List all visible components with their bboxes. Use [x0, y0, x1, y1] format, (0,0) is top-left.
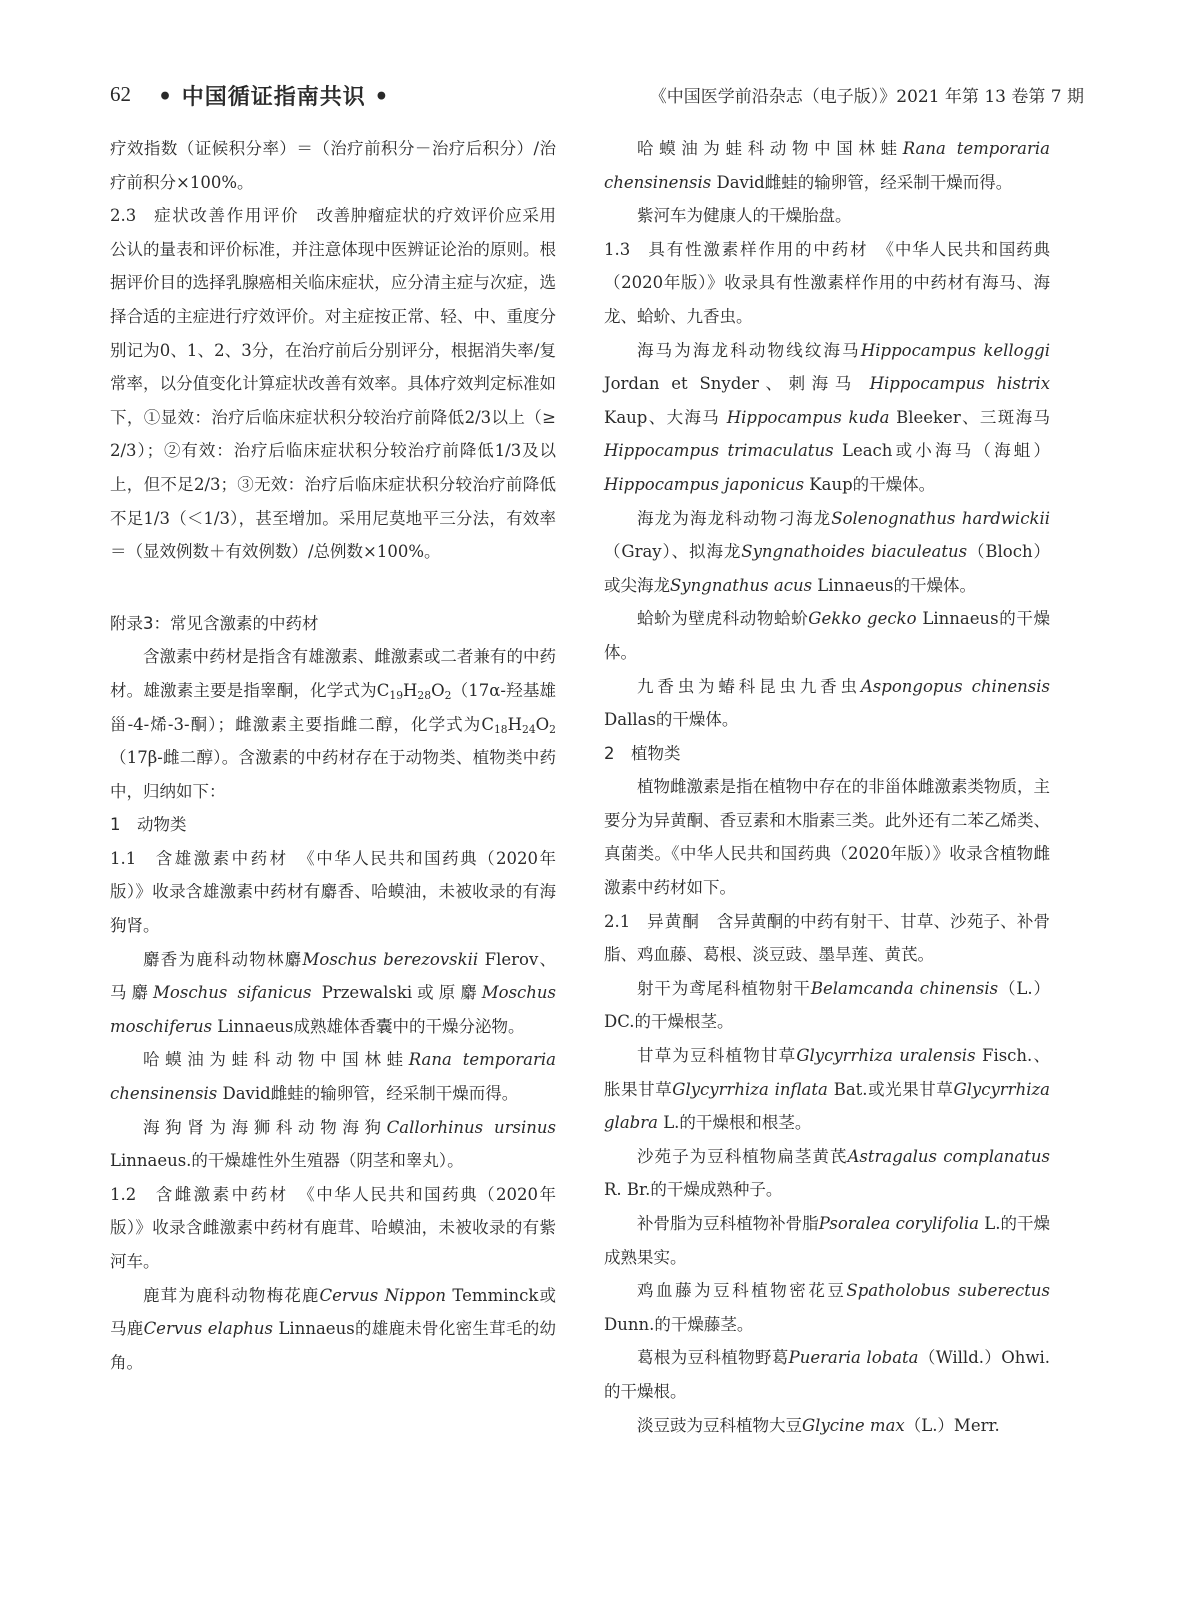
appendix-intro: 含激素中药材是指含有雄激素、雌激素或二者兼有的中药材。雄激素主要是指睾酮，化学式为$C_{19}H_{28}O_2(17\alpha-$羟基雄甾-4-烯-3-酮）；雌激素主要指雌二醇，化学式为$C_{18}H_{24}O_2(17\beta-$雌二醇）。含激素的中药材存在于动物类、植物类中药中，归纳如下： — [110, 647, 556, 801]
section-1-3: 1.3 具有性激素样作用的中药材 《中华人民共和国药典（2020年版）》收录具有性激素样作用的中药材有海马、海龙、蛤蚧、九香虫。 — [604, 239, 1051, 326]
page-number: 62 — [110, 82, 131, 106]
right-column — [604, 132, 1050, 1442]
entry-hama-oil: 哈蟆油为蛙科动物中国林蛙Rana temporaria chensinensis David雌蛙的输卵管，经采制干燥而得。 — [110, 1050, 556, 1104]
entry-pipefish: 海龙为海龙科动物刁海龙Solenognathus hardwickii（Gray）、拟海龙Syngnathoides biaculeatus（Bloch）或尖海龙Syngnathus acus Linnaeus的干燥体。 — [604, 508, 1051, 595]
journal-citation: 《中国医学前沿杂志（电子版）》2021 年第 13 卷第 7 期 — [649, 87, 1084, 107]
entry-musk: 麝香为鹿科动物林麝Moschus berezovskii Flerov、马麝Moschus sifanicus Przewalski或原麝Moschus moschiferus Linnaeus成熟雄体香囊中的干燥分泌物。 — [110, 949, 556, 1036]
section-gap — [110, 569, 556, 607]
appendix-3-title: 附录3：常见含激素的中药材 — [110, 613, 319, 633]
entry-astragalus-seed: 沙苑子为豆科植物扁茎黄芪Astragalus complanatus R. Br.的干燥成熟种子。 — [604, 1146, 1050, 1200]
section-1-1: 1.1 含雄激素中药材 《中华人民共和国药典（2020年版）》收录含雄激素中药材有麝香、哈蟆油，未被收录的有海狗肾。 — [110, 848, 557, 936]
entry-hama-oil-2: 哈蟆油为蛙科动物中国林蛙Rana temporaria chensinensis David雌蛙的输卵管，经采制干燥而得。 — [604, 139, 1050, 192]
running-title: • 中国循证指南共识 • — [158, 84, 390, 110]
section-2-3: 2.3 症状改善作用评价 改善肿瘤症状的疗效评价应采用公认的量表和评价标准，并注意体现中医辨证论治的原则。根据评价目的选择乳腺癌相关临床症状，应分清主症与次症，选择合适的主症进行疗效评价。对主症按正常、轻、中、重度分别记为0、1、2、3分，在治疗前后分别评分，根据消失率/复常率，以分值变化计算症状改善有效率。具体疗效判定标准如下，①显效：治疗后临床症状积分较治疗前降低2/3以上（≥ 2/3）；②有效：治疗后临床症状积分较治疗前降低1/3及以上，但不足2/3；③无效：治疗后临床症状积分较治疗前降低不足1/3（＜1/3），甚至增加。采用尼莫地平三分法，有效率＝（显效例数＋有效例数）/总例数×100%。 — [110, 206, 556, 562]
entry-stinkbug: 九香虫为蝽科昆虫九香虫Aspongopus chinensis Dallas的干燥体。 — [604, 676, 1051, 730]
plant-estrogen-intro: 植物雌激素是指在植物中存在的非甾体雌激素类物质，主要分为异黄酮、香豆素和木脂素三类。此外还有二苯乙烯类、真菌类。《中华人民共和国药典（2020年版）》收录含植物雌激素中药材如下。 — [604, 777, 1050, 898]
efficacy-index-formula: 疗效指数（证候积分率）＝（治疗前积分－治疗后积分）/治疗前积分×100%。 — [110, 139, 556, 192]
entry-belamcanda: 射干为鸢尾科植物射干Belamcanda chinensis（L.）DC.的干燥根茎。 — [604, 978, 1051, 1032]
entry-spatholobus: 鸡血藤为豆科植物密花豆Spatholobus suberectus Dunn.的干燥藤茎。 — [604, 1281, 1051, 1334]
section-1-2: 1.2 含雌激素中药材 《中华人民共和国药典（2020年版）》收录含雌激素中药材有鹿茸、哈蟆油，未被收录的有紫河车。 — [110, 1184, 557, 1271]
entry-antler: 鹿茸为鹿科动物梅花鹿Cervus Nippon Temminck或马鹿Cervus elaphus Linnaeus的雄鹿未骨化密生茸毛的幼角。 — [110, 1285, 557, 1372]
section-2-1: 2.1 异黄酮 含异黄酮的中药有射干、甘草、沙苑子、补骨脂、鸡血藤、葛根、淡豆豉、墨旱莲、黄芪。 — [604, 911, 1051, 965]
section-1-animals: 1 动物类 — [110, 815, 187, 835]
section-2-plants: 2 植物类 — [604, 743, 681, 763]
left-column — [110, 132, 556, 1379]
entry-licorice: 甘草为豆科植物甘草Glycyrrhiza uralensis Fisch.、胀果甘草Glycyrrhiza inflata Bat.或光果甘草Glycyrrhiza glabra L.的干燥根和根茎。 — [604, 1046, 1051, 1133]
page-header — [110, 80, 1084, 120]
entry-fermented-soybean: 淡豆豉为豆科植物大豆Glycine max（L.）Merr. — [637, 1415, 1000, 1435]
entry-psoralea: 补骨脂为豆科植物补骨脂Psoralea corylifolia L.的干燥成熟果实。 — [604, 1214, 1050, 1267]
entry-seahorse: 海马为海龙科动物线纹海马Hippocampus kelloggi Jordan et Snyder、刺海马 Hippocampus histrix Kaup、大海马 Hippocampus kuda Bleeker、三斑海马Hippocampus trimaculatus Leach或小海马（海蛆）Hippocampus japonicus Kaup的干燥体。 — [604, 340, 1051, 494]
entry-gecko: 蛤蚧为壁虎科动物蛤蚧Gekko gecko Linnaeus的干燥体。 — [604, 609, 1050, 662]
entry-seal-penis: 海狗肾为海狮科动物海狗Callorhinus ursinus Linnaeus.的干燥雄性外生殖器（阴茎和睾丸）。 — [110, 1117, 557, 1171]
entry-pueraria: 葛根为豆科植物野葛Pueraria lobata（Willd.）Ohwi.的干燥根。 — [604, 1348, 1051, 1401]
entry-placenta: 紫河车为健康人的干燥胎盘。 — [637, 206, 852, 226]
